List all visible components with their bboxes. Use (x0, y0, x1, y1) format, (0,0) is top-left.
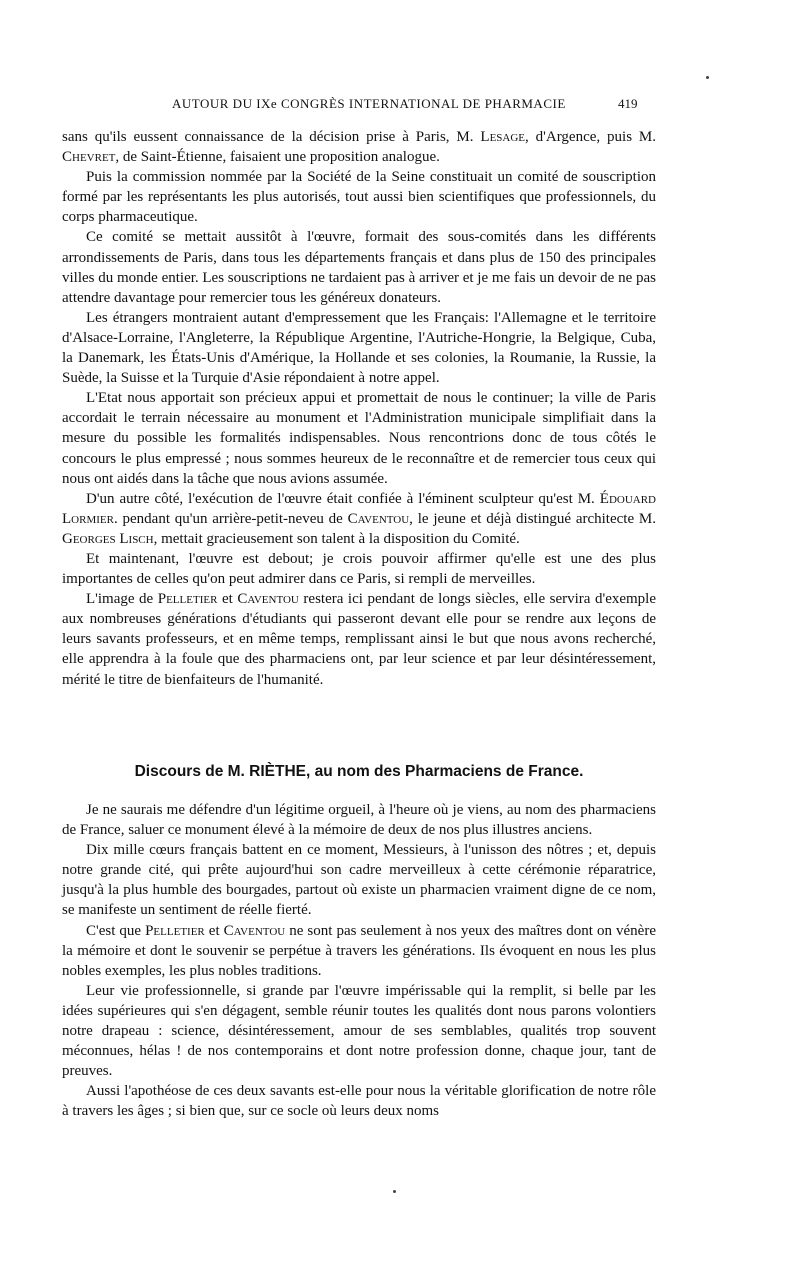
running-head (62, 96, 662, 116)
paragraph: Ce comité se mettait aussitôt à l'œuvre, formait des sous-comités dans les différents arrondissements de Paris, dans tous les départements français et dans plus de 150 des principales villes du monde entier. Les souscriptions ne tardaient pas à arriver et je me fais un devoir de ne pas attendre davantage pour remercier tous les généreux donateurs. (62, 229, 656, 306)
paragraph: C'est que Pelletier et Caventou ne sont pas seulement à nos yeux des maîtres dont on vénère la mémoire et dont le souvenir se perpétue à travers les générations. Ils évoquent en nous les plus nobles exemples, les plus nobles traditions. (62, 922, 656, 979)
print-speck (706, 76, 709, 79)
person-name: Pelletier (145, 922, 205, 939)
paragraph: Et maintenant, l'œuvre est debout; je crois pouvoir affirmer qu'elle est une des plus importantes de celles qu'on peut admirer dans ce Paris, si rempli de merveilles. (62, 550, 656, 588)
paragraph: D'un autre côté, l'exécution de l'œuvre était confiée à l'éminent sculpteur qu'est M. Édouard Lormier. pendant qu'un arrière-petit-neveu de Caventou, le jeune et déjà distingué architecte M. Georges Lisch, mettait gracieusement son talent à la disposition du Comité. (62, 490, 656, 547)
person-name: Édouard Lormier (62, 490, 656, 527)
running-title: AUTOUR DU IXe CONGRÈS INTERNATIONAL DE PHARMACIE (172, 96, 566, 111)
person-name: Lesage (480, 129, 526, 145)
body-text-section-1 (62, 127, 656, 690)
paragraph: Les étrangers montraient autant d'empressement que les Français: l'Allemagne et le territoire d'Alsace-Lorraine, l'Angleterre, la République Argentine, l'Autriche-Hongrie, la Belgique, Cuba, la Danemark, les États-Unis d'Amérique, la Hollande et ses colonies, la Roumanie, la Russie, la Suède, la Suisse et la Turquie d'Asie répondaient à notre appel. (62, 309, 656, 387)
paragraph: sans qu'ils eussent connaissance de la décision prise à Paris, M. Lesage, d'Argence, puis M. Chevret, de Saint-Étienne, faisaient une proposition analogue. (62, 129, 657, 166)
person-name: Caventou (237, 591, 299, 608)
person-name: Chevret (62, 149, 116, 166)
paragraph: L'Etat nous apportait son précieux appui et promettait de nous le continuer; la ville de Paris accordait le terrain nécessaire au monument et l'Administration municipale simplifiait dans la mesure du possible les formalités indispensables. Nous rencontrions donc de tous côtés le concours le plus empressé ; nous sommes heureux de le reconnaître et de remercier tous ceux qui nous ont aidés dans la tâche que nous avions assumée. (62, 390, 656, 487)
paragraph: Dix mille cœurs français battent en ce moment, Messieurs, à l'unisson des nôtres ; et, depuis notre grande cité, qui prête aujourd'hui son cadre merveilleux à cette cérémonie réparatrice, jusqu'à la plus humble des bourgades, partout où existe un pharmacien vraiment digne de ce nom, se manifeste un sentiment de réelle fierté. (62, 842, 656, 919)
paragraph: Je ne saurais me défendre d'un légitime orgueil, à l'heure où je viens, au nom des pharmaciens de France, saluer ce monument élevé à la mémoire de deux de nos plus illustres anciens. (62, 802, 656, 839)
print-speck (393, 1190, 396, 1193)
paragraph: Puis la commission nommée par la Société de la Seine constituait un comité de souscription formé par les représentants les plus autorisés, tout aussi bien scientifiques que professionnels, du corps pharmaceutique. (62, 169, 656, 226)
paragraph: L'image de Pelletier et Caventou restera ici pendant de longs siècles, elle servira d'exemple aux nombreuses générations d'étudiants qui passeront devant elle pour se rendre aux leçons de leurs savants professeurs, et en même temps, remplissant ainsi le but que nous avons recherché, elle apprendra à la foule que des pharmaciens ont, par leur science et par leur désintéressement, mérité le titre de bienfaiteurs de l'humanité. (62, 591, 656, 688)
person-name: Georges Lisch (62, 530, 154, 547)
person-name: Pelletier (157, 591, 218, 608)
paragraph: Aussi l'apothéose de ces deux savants est-elle pour nous la véritable glorification de notre rôle à travers les âges ; si bien que, sur ce socle où leurs deux noms (62, 1083, 656, 1120)
paragraph: Leur vie professionnelle, si grande par l'œuvre impérissable qui la remplit, si belle par les idées supérieures qui s'en dégagent, semble réunir toutes les qualités dont nous parons volontiers notre drapeau : science, désintéressement, amour de ses semblables, qualités trop souvent méconnues, hélas ! de nos contemporains et dont notre profession donne, chaque jour, tant de preuves. (62, 982, 656, 1080)
body-text-section-2 (62, 800, 656, 1122)
section-heading: Discours de M. RIÈTHE, au nom des Pharmaciens de France. (134, 763, 584, 780)
page-number: 419 (618, 96, 638, 111)
person-name: Caventou (223, 922, 286, 939)
person-name: Caventou (347, 510, 410, 527)
